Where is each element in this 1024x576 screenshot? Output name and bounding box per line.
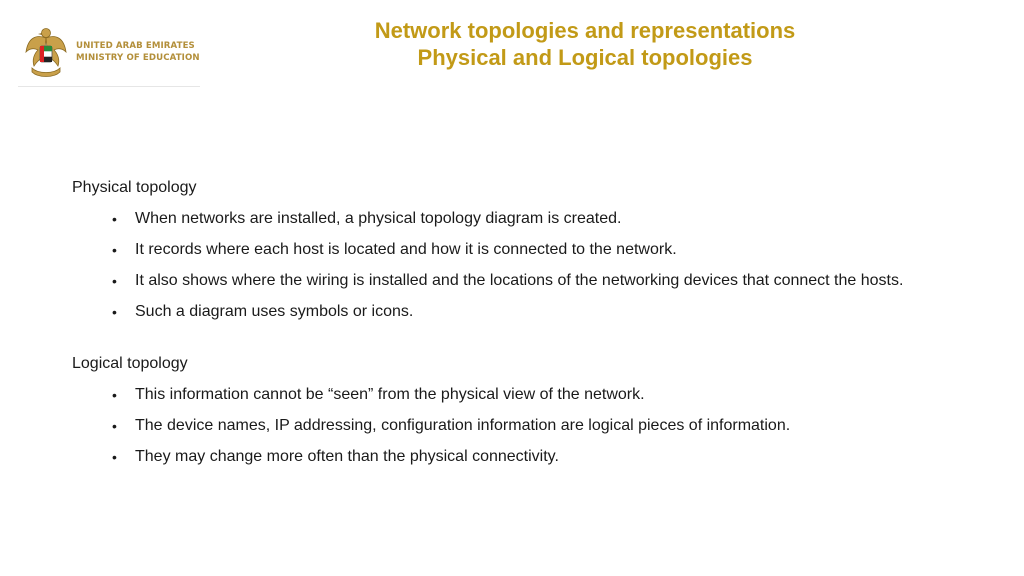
section-physical bbox=[72, 178, 1012, 322]
bullet-list bbox=[72, 385, 1012, 467]
list-item: • It also shows where the wiring is installed and the locations of the networking devices that connect the hosts. bbox=[72, 271, 1012, 291]
slide-content bbox=[72, 178, 1012, 478]
list-item: • The device names, IP addressing, configuration information are logical pieces of information. bbox=[72, 416, 1012, 436]
list-item: • It records where each host is located and how it is connected to the network. bbox=[72, 240, 1012, 260]
org-name-line2: MINISTRY OF EDUCATION bbox=[76, 53, 200, 63]
ministry-logo bbox=[18, 18, 200, 87]
section-heading: Physical topology bbox=[72, 179, 197, 196]
title-line-1: Network topologies and representations bbox=[374, 18, 796, 43]
list-item: • When networks are installed, a physical topology diagram is created. bbox=[72, 209, 1012, 229]
list-item: • They may change more often than the physical connectivity. bbox=[72, 447, 1012, 467]
org-name-line1: UNITED ARAB EMIRATES bbox=[76, 41, 195, 51]
section-heading: Logical topology bbox=[72, 355, 188, 372]
falcon-emblem-icon bbox=[24, 24, 68, 80]
section-logical bbox=[72, 354, 1012, 467]
list-item: • Such a diagram uses symbols or icons. bbox=[72, 302, 1012, 322]
title-line-2: Physical and Logical topologies bbox=[417, 45, 753, 70]
slide-title bbox=[330, 17, 840, 71]
list-item: • This information cannot be “seen” from the physical view of the network. bbox=[72, 385, 1012, 405]
bullet-list bbox=[72, 209, 1012, 322]
